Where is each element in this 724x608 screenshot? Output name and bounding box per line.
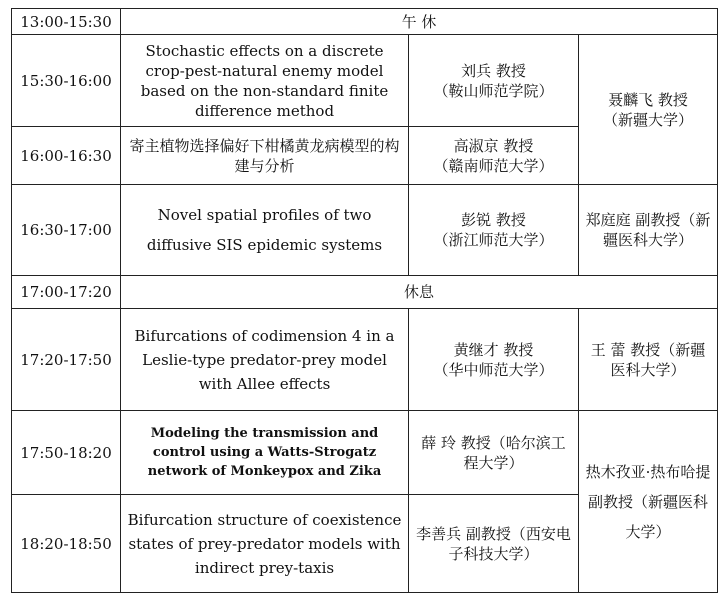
speaker-name: 刘兵 教授 <box>461 61 526 80</box>
time-cell: 18:20-18:50 <box>12 495 121 593</box>
talk-title: Novel spatial profiles of two diffusive SIS epidemic systems <box>121 185 409 276</box>
speaker-cell <box>409 127 579 185</box>
table-row <box>12 411 718 495</box>
chair-name: 聂麟飞 教授 <box>608 90 688 109</box>
speaker-affiliation: （华中师范大学） <box>433 360 554 379</box>
chair-cell <box>579 35 718 185</box>
talk-title: Stochastic effects on a discrete crop-pest-natural enemy model based on the non-standard finite difference method <box>121 35 409 127</box>
chair-affiliation: （新疆大学） <box>603 110 694 129</box>
table-row <box>12 276 718 309</box>
talk-title: Bifurcations of codimension 4 in a Leslie-type predator-prey model with Allee effects <box>121 309 409 411</box>
chair-cell: 王 蕾 教授（新疆医科大学） <box>579 309 718 411</box>
time-cell: 17:50-18:20 <box>12 411 121 495</box>
talk-title: 寄主植物选择偏好下柑橘黄龙病模型的构建与分析 <box>121 127 409 185</box>
time-cell: 16:30-17:00 <box>12 185 121 276</box>
table-row <box>12 9 718 35</box>
speaker-cell <box>409 309 579 411</box>
break-label: 休息 <box>121 276 718 309</box>
break-label: 午 休 <box>121 9 718 35</box>
time-cell: 17:20-17:50 <box>12 309 121 411</box>
speaker-cell: 李善兵 副教授（西安电子科技大学） <box>409 495 579 593</box>
time-cell: 17:00-17:20 <box>12 276 121 309</box>
time-cell: 13:00-15:30 <box>12 9 121 35</box>
table-row <box>12 309 718 411</box>
schedule-table <box>11 8 718 593</box>
talk-title: Modeling the transmission and control using a Watts-Strogatz network of Monkeypox and Zika <box>121 411 409 495</box>
speaker-affiliation: （鞍山师范学院） <box>433 81 554 100</box>
speaker-name: 高淑京 教授 <box>453 136 534 155</box>
chair-cell: 郑庭庭 副教授（新疆医科大学） <box>579 185 718 276</box>
speaker-affiliation: （赣南师范大学） <box>433 156 554 175</box>
speaker-name: 彭锐 教授 <box>461 211 526 229</box>
speaker-cell <box>409 185 579 276</box>
speaker-cell <box>409 35 579 127</box>
table-row <box>12 35 718 127</box>
speaker-affiliation: （浙江师范大学） <box>433 231 554 249</box>
table-row <box>12 185 718 276</box>
talk-title: Bifurcation structure of coexistence states of prey-predator models with indirect prey-taxis <box>121 495 409 593</box>
time-cell: 16:00-16:30 <box>12 127 121 185</box>
speaker-cell: 薛 玲 教授（哈尔滨工程大学） <box>409 411 579 495</box>
time-cell: 15:30-16:00 <box>12 35 121 127</box>
chair-cell: 热木孜亚·热布哈提 副教授（新疆医科大学） <box>579 411 718 593</box>
speaker-name: 黄继才 教授 <box>453 340 534 359</box>
